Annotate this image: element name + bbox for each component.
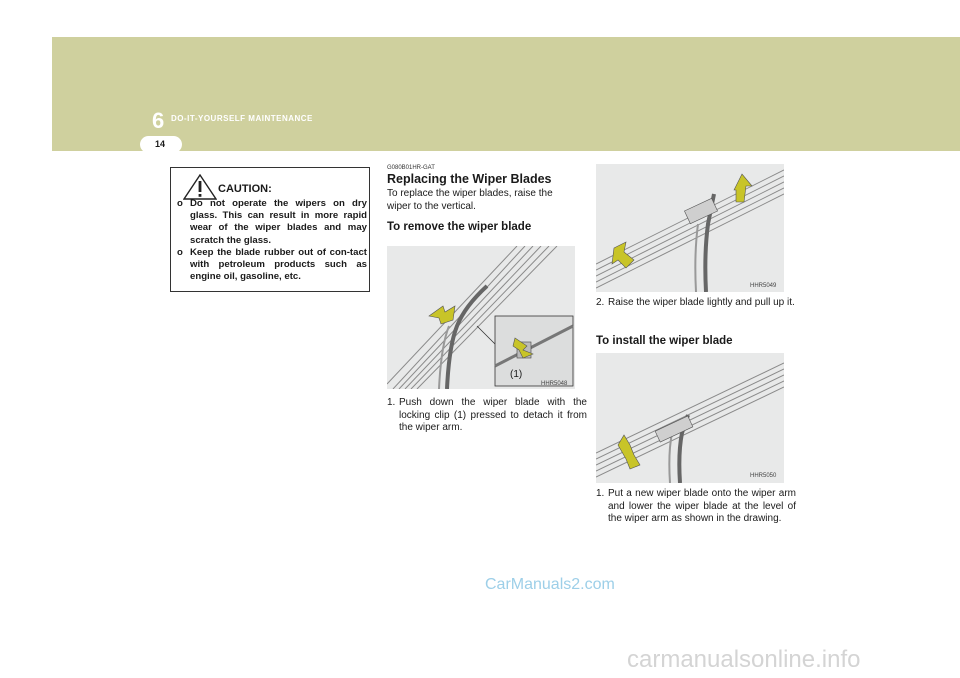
remove-step-1: 1. Push down the wiper blade with the locking clip (1) pressed to detach it from the wiper arm. [387,397,587,433]
caution-item: o Keep the blade rubber out of con-tact with petroleum products such as engine oil, gasoline, etc. [177,246,367,283]
caution-item: o Do not operate the wipers on dry glass. This can result in more rapid wear of the wiper blades and may scratch the glass. [177,198,367,246]
wiper-install-image [596,353,784,483]
image-label: HHR5049 [750,283,777,289]
image-label: HHR5050 [750,473,777,479]
caution-box [170,167,370,292]
section-column [387,165,577,233]
section-code: G080B01HR-GAT [387,165,435,171]
image-label: HHR5048 [541,381,568,387]
header-band [52,37,960,151]
chapter-number: 6 [152,108,165,133]
wiper-remove-image [387,246,575,389]
caution-title: CAUTION: [218,183,272,195]
wiper-raise-image [596,164,784,292]
remove-step-2: 2. Raise the wiper blade lightly and pull up it. [596,297,795,308]
remove-title: To remove the wiper blade [387,221,532,233]
section-title: Replacing the Wiper Blades [387,172,552,186]
footer-site: carmanualsonline.info [627,646,861,673]
install-title: To install the wiper blade [596,335,733,347]
install-step-1: 1. Put a new wiper blade onto the wiper arm and lower the wiper blade at the level of the wiper arm as shown in the drawing. [596,488,796,524]
section-intro: To replace the wiper blades, raise the wiper to the vertical. [387,188,553,212]
caution-list [177,198,367,283]
warning-triangle-icon [183,174,217,200]
locking-clip-callout: (1) [510,369,523,380]
chapter-title: DO-IT-YOURSELF MAINTENANCE [171,114,313,123]
watermark: CarManuals2.com [485,576,615,593]
page-number: 14 [155,139,166,149]
